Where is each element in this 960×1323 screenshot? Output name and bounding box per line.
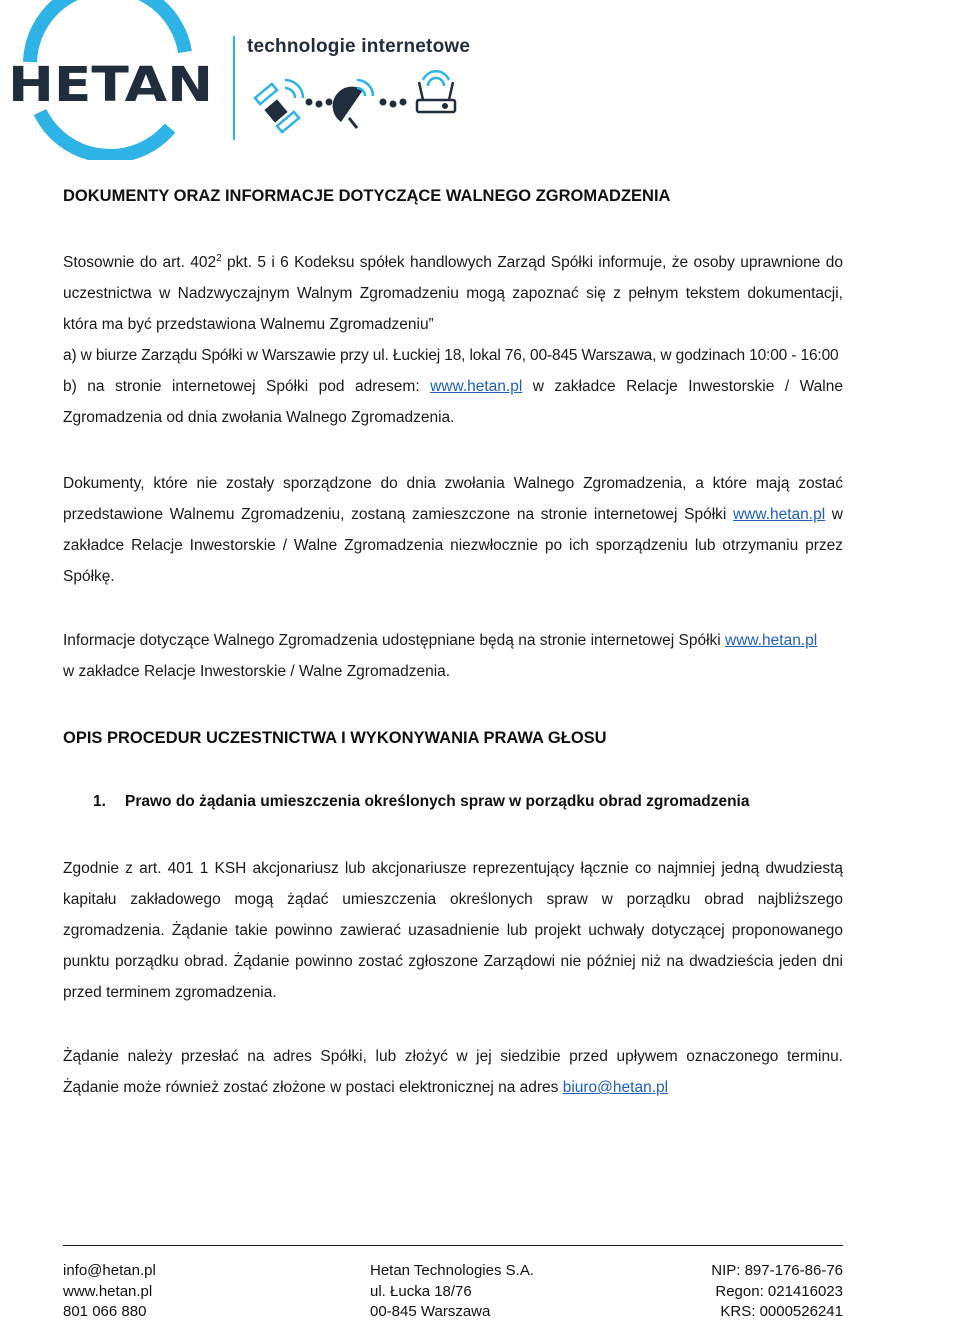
footer-registration: [643, 1261, 843, 1323]
intro-text-pre: Stosownie do art. 402: [63, 254, 217, 271]
section-1-number: 1.: [93, 793, 106, 810]
dish-icon: [333, 80, 373, 128]
hetan-logo: [0, 0, 230, 160]
documents-paragraph: [63, 468, 843, 592]
hetan-website-link[interactable]: www.hetan.pl: [430, 378, 523, 395]
information-text: Informacje dotyczące Walnego Zgromadzenia udostępniane będą na stronie internetowej Spółki: [63, 632, 726, 649]
submission-paragraph: [63, 1041, 843, 1103]
documents-text-post: w zakładce Relacje Inwestorskie / Walne Zgromadzenia niezwłocznie po ich sporządzeniu lub otrzymaniu przez Spółkę.: [63, 506, 843, 585]
footer-email[interactable]: info@hetan.pl: [63, 1262, 156, 1279]
header-tagline: technologie internetowe: [247, 36, 471, 57]
logo-wordmark: HETAN: [8, 57, 213, 113]
intro-item-b-text: b) na stronie internetowej Spółki pod adresem:: [63, 378, 431, 395]
footer-city: 00-845 Warszawa: [370, 1303, 491, 1320]
section-1-heading: [93, 793, 749, 811]
footer-street: ul. Łucka 18/76: [370, 1282, 472, 1300]
footer-regon: Regon: 021416023: [715, 1282, 843, 1300]
information-line-1: [63, 625, 853, 656]
intro-text: [63, 247, 843, 340]
request-rules-paragraph: Zgodnie z art. 401 1 KSH akcjonariusz lub akcjonariusze reprezentujący łącznie co najmniej jedną dwudziestą kapitału zakładowego mogą żądać umieszczenia określonych spraw w porządku obrad najbliższego zgromadzenia. Żądanie takie powinno zawierać uzasadnienie lub projekt uchwały dotyczącej proponowanego punktu porządku obrad. Żądanie powinno zostać zgłoszone Zarządowi nie później niż na dwadzieścia jeden dni przed terminem zgromadzenia.: [63, 860, 843, 1001]
footer-phone: 801 066 880: [63, 1303, 147, 1320]
satellite-icon: [255, 80, 303, 132]
hetan-website-link-2[interactable]: www.hetan.pl: [732, 506, 826, 523]
intro-item-b-post: w zakładce Relacje Inwestorskie / Walne Zgromadzenia od dnia zwołania Walnego Zgromadzenia.: [63, 378, 843, 426]
information-line-2: w zakładce Relacje Inwestorskie / Walne Zgromadzenia.: [63, 663, 451, 680]
connector-dots-1: [306, 99, 333, 108]
footer-company: [370, 1261, 534, 1323]
biuro-email-link[interactable]: biuro@hetan.pl: [562, 1079, 669, 1096]
procedures-heading: OPIS PROCEDUR UCZESTNICTWA I WYKONYWANIA PRAWA GŁOSU: [63, 729, 607, 747]
hetan-website-link-3[interactable]: www.hetan.pl: [725, 632, 818, 649]
footer-krs: KRS: 0000526241: [720, 1303, 843, 1320]
intro-item-a: a) w biurze Zarządu Spółki w Warszawie przy ul. Łuckiej 18, lokal 76, 00-845 Warszawa, w godzinach 10:00 - 16:00: [63, 347, 839, 364]
intro-item-b: [63, 371, 843, 433]
header-icons: [245, 60, 475, 150]
header-divider: [233, 36, 235, 140]
intro-paragraph: [63, 247, 843, 433]
footer-contact: [63, 1261, 156, 1323]
intro-text-post: pkt. 5 i 6 Kodeksu spółek handlowych Zarząd Spółki informuje, że osoby uprawnione do uczestnictwa w Nadzwyczajnym Walnym Zgromadzeniu mogą zapoznać się z pełnym tekstem dokumentacji, która ma być przedstawiona Walnemu Zgromadzeniu”: [63, 254, 843, 333]
page-title: DOKUMENTY ORAZ INFORMACJE DOTYCZĄCE WALNEGO ZGROMADZENIA: [63, 187, 671, 205]
footer-website[interactable]: www.hetan.pl: [63, 1282, 153, 1300]
router-icon: [417, 71, 455, 112]
footer-nip: NIP: 897-176-86-76: [711, 1262, 843, 1279]
submission-text: Żądanie należy przesłać na adres Spółki, lub złożyć w jej siedzibie przed upływem oznaczonego terminu. Żądanie może również zostać złożone w postaci elektronicznej na adres: [63, 1048, 843, 1096]
section-1-title: Prawo do żądania umieszczenia określonych spraw w porządku obrad zgromadzenia: [125, 793, 750, 810]
footer-company-name: Hetan Technologies S.A.: [370, 1262, 534, 1279]
footer-divider: [63, 1245, 843, 1246]
logo-ring-bottom: [40, 112, 170, 156]
information-paragraph: [63, 625, 853, 687]
logo-ring-top: [30, 0, 185, 62]
connector-dots-2: [380, 99, 407, 108]
intro-superscript: 2: [216, 252, 222, 264]
documents-text: Dokumenty, które nie zostały sporządzone do dnia zwołania Walnego Zgromadzenia, a które mają zostać przedstawione Walnemu Zgromadzeniu, zostaną zamieszczone na stronie internetowej Spółki: [63, 475, 843, 523]
